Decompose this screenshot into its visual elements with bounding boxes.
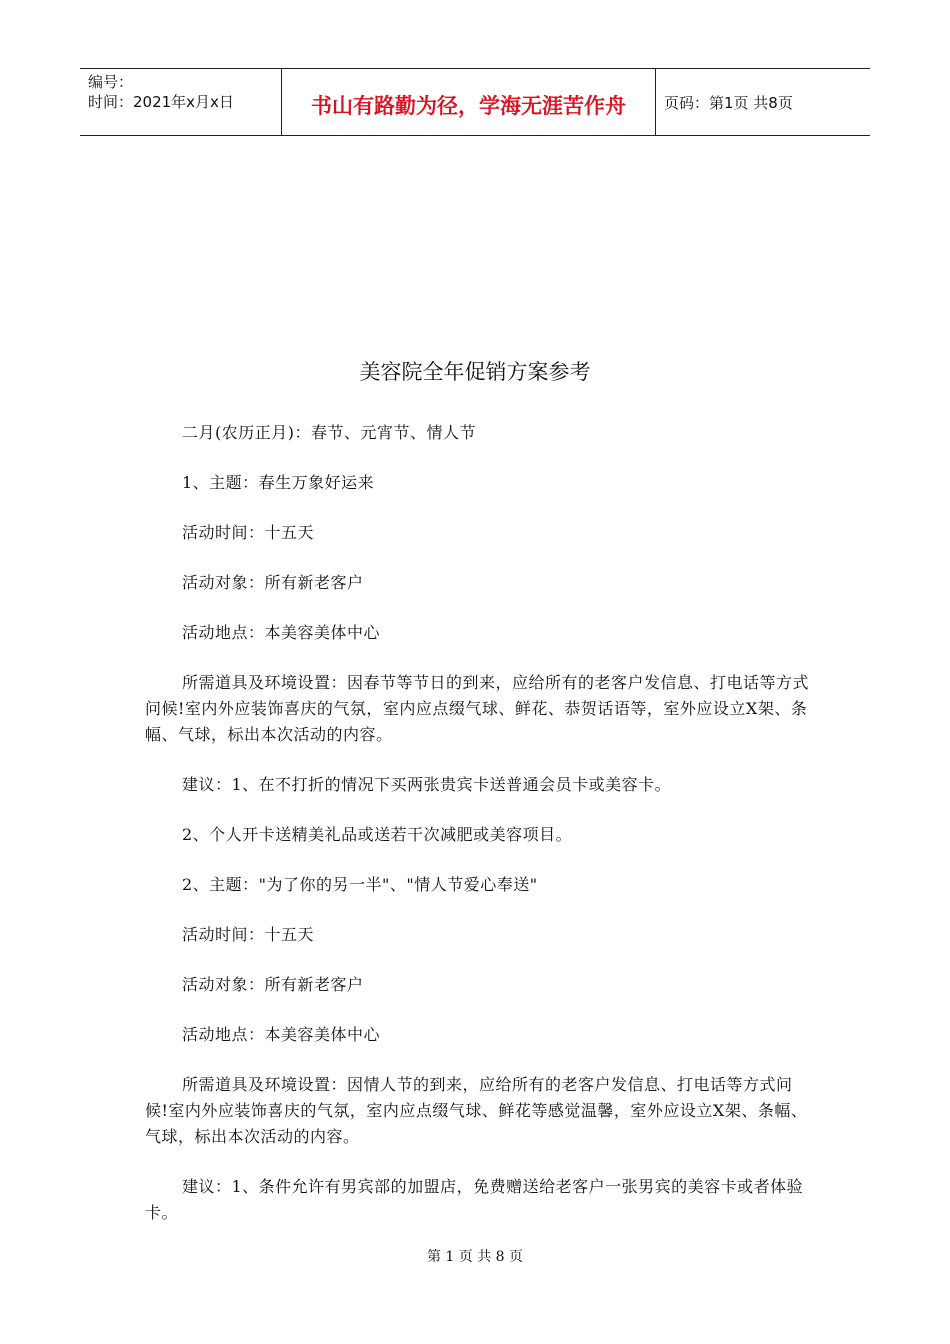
paragraph: 活动对象：所有新老客户	[182, 975, 364, 994]
paragraph: 活动时间：十五天	[182, 523, 315, 542]
document-title: 美容院全年促销方案参考	[359, 360, 591, 384]
page-header	[80, 68, 870, 136]
page-footer: 第 1 页 共 8 页	[426, 1249, 524, 1265]
paragraph: 活动地点：本美容美体中心	[182, 1025, 381, 1044]
paragraph: 所需道具及环境设置：因情人节的到来，应给所有的老客户发信息、打电话等方式问候!室内外应装饰喜庆的气氛，室内应点缀气球、鲜花等感觉温馨，室外应设立X架、条幅、气球，标出本次活动的内容。	[145, 1075, 808, 1146]
paragraph: 2、主题："为了你的另一半"、"情人节爱心奉送"	[182, 875, 538, 894]
paragraph: 活动时间：十五天	[182, 925, 315, 944]
document-body	[145, 420, 809, 1226]
header-meta	[80, 69, 282, 135]
paragraph: 1、主题：春生万象好运来	[182, 473, 375, 492]
paragraph: 活动对象：所有新老客户	[182, 573, 364, 592]
header-page-info: 页码：第1页 共8页	[664, 93, 793, 112]
document-number-label: 编号：	[88, 73, 134, 91]
paragraph: 2、个人开卡送精美礼品或送若干次减肥或美容项目。	[182, 825, 573, 844]
header-slogan: 书山有路勤为径，学海无涯苦作舟	[282, 69, 656, 135]
paragraph: 建议：1、在不打折的情况下买两张贵宾卡送普通会员卡或美容卡。	[182, 775, 672, 794]
paragraph: 所需道具及环境设置：因春节等节日的到来，应给所有的老客户发信息、打电话等方式问候!室内外应装饰喜庆的气氛，室内应点缀气球、鲜花、恭贺话语等，室外应设立X架、条幅、气球，标出本次活动的内容。	[145, 673, 810, 744]
paragraph: 建议：1、条件允许有男宾部的加盟店，免费赠送给老客户一张男宾的美容卡或者体验卡。	[145, 1177, 804, 1222]
paragraph: 二月(农历正月)：春节、元宵节、情人节	[182, 423, 476, 442]
document-time-label: 时间：2021年x月x日	[88, 93, 234, 111]
paragraph: 活动地点：本美容美体中心	[182, 623, 381, 642]
